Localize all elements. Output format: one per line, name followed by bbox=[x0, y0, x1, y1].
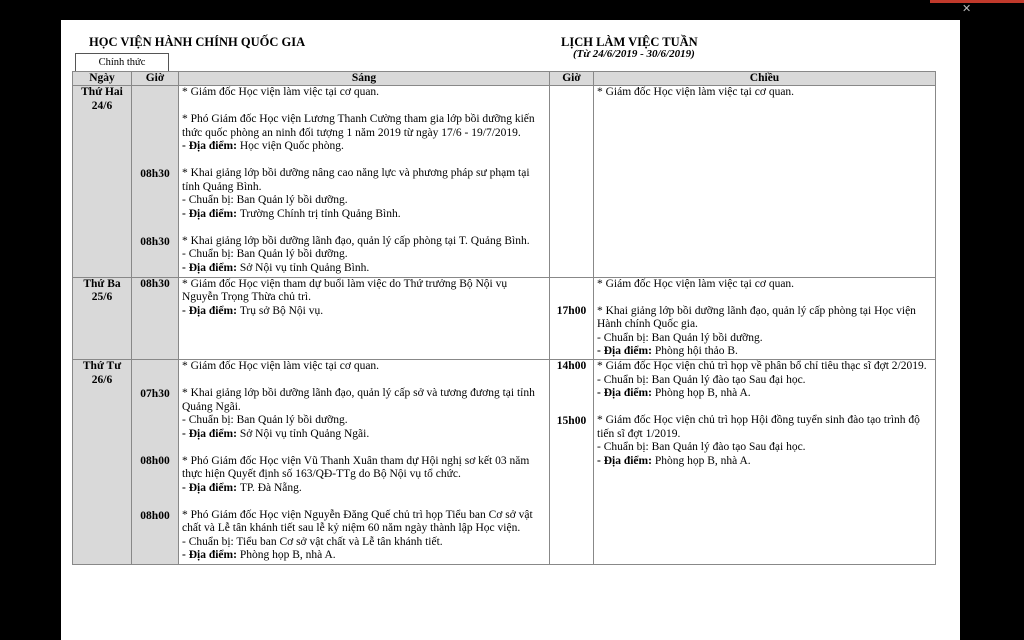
place-value: Học viện Quốc phòng. bbox=[239, 140, 344, 152]
event-text: * Giám đốc Học viện chủ trì họp Hội đồng tuyển sinh đào tạo trình độ tiến sĩ đợt 1/2019. bbox=[597, 414, 920, 440]
event-place bbox=[182, 428, 546, 442]
event-place bbox=[182, 262, 546, 276]
event-prep bbox=[597, 441, 932, 455]
table-row bbox=[73, 360, 936, 565]
event-place bbox=[597, 387, 932, 401]
column-header-time: Giờ bbox=[132, 72, 179, 86]
spacer bbox=[182, 154, 546, 168]
place-label: - Địa điểm: bbox=[182, 427, 240, 440]
place-value: Sở Nội vụ tỉnh Quảng Bình. bbox=[239, 261, 370, 274]
prep-label: - Chuẩn bị: bbox=[597, 373, 652, 386]
spacer bbox=[182, 441, 546, 455]
place-value: Trường Chính trị tỉnh Quảng Bình. bbox=[239, 207, 401, 220]
event-time: 08h30 bbox=[140, 235, 170, 248]
event-text: * Giám đốc Học viện làm việc tại cơ quan. bbox=[597, 277, 795, 290]
spacer bbox=[135, 100, 175, 114]
place-label: - Địa điểm: bbox=[597, 387, 655, 399]
event-time: 14h00 bbox=[556, 360, 587, 372]
event-text: * Khai giảng lớp bồi dưỡng lãnh đạo, quản lý cấp phòng tại T. Quảng Bình. bbox=[182, 234, 530, 247]
spacer bbox=[135, 155, 175, 169]
event-text: * Phó Giám đốc Học viện Nguyễn Đăng Quế chủ trì họp Tiểu ban Cơ sở vật chất và Lễ tân khánh tiết sau lễ kỷ niệm 60 năm ngày thành lập Học viện. bbox=[182, 508, 533, 534]
prep-value: Ban Quản lý đào tạo Sau đại học. bbox=[651, 373, 806, 386]
morning-time-cell bbox=[132, 360, 179, 565]
event-item bbox=[182, 86, 546, 100]
event-item bbox=[182, 509, 546, 563]
organization-name: HỌC VIỆN HÀNH CHÍNH QUỐC GIA bbox=[89, 35, 306, 49]
event-time: 08h30 bbox=[140, 168, 170, 180]
place-value: Phòng họp B, nhà A. bbox=[654, 387, 751, 399]
spacer bbox=[182, 100, 546, 114]
event-prep bbox=[597, 332, 932, 346]
afternoon-time-cell bbox=[550, 277, 594, 360]
event-prep bbox=[597, 374, 932, 388]
prep-value: Ban Quản lý bồi dưỡng. bbox=[236, 248, 348, 260]
table-header-row bbox=[73, 72, 936, 86]
event-text: * Giám đốc Học viện tham dự buổi làm việc do Thứ trưởng Bộ Nội vụ Nguyễn Trọng Thừa chủ trì. bbox=[182, 277, 508, 303]
spacer bbox=[182, 221, 546, 235]
prep-value: Ban Quản lý bồi dưỡng. bbox=[651, 331, 763, 344]
event-item bbox=[597, 360, 932, 401]
day-date: 25/6 bbox=[91, 291, 113, 303]
place-value: TP. Đà Nẵng. bbox=[239, 481, 302, 494]
time-slot bbox=[135, 114, 175, 155]
spacer bbox=[597, 401, 932, 415]
prep-value: Ban Quản lý đào tạo Sau đại học. bbox=[651, 441, 806, 453]
spacer bbox=[135, 374, 175, 388]
place-label: - Địa điểm: bbox=[182, 481, 240, 494]
schedule-date-range: (Từ 24/6/2019 - 30/6/2019) bbox=[573, 48, 695, 60]
event-prep bbox=[182, 194, 546, 208]
window-top-bar bbox=[0, 0, 1024, 20]
prep-label: - Chuẩn bị: bbox=[182, 414, 237, 426]
time-slot bbox=[135, 510, 175, 564]
event-item bbox=[597, 86, 932, 100]
window-accent-strip bbox=[930, 0, 1024, 3]
document-page bbox=[61, 20, 960, 640]
day-cell bbox=[73, 86, 132, 278]
afternoon-content-cell bbox=[594, 360, 936, 565]
event-time: 08h00 bbox=[140, 455, 170, 467]
event-text: * Phó Giám đốc Học viện Lương Thanh Cường tham gia lớp bồi dưỡng kiến thức quốc phòng an ninh đối tượng 1 năm 2019 từ ngày 17/6 - 19/7/2019. bbox=[182, 113, 535, 139]
time-slot bbox=[135, 236, 175, 277]
afternoon-time-cell bbox=[550, 360, 594, 565]
prep-value: Ban Quản lý bồi dưỡng. bbox=[236, 194, 348, 206]
prep-value: Tiểu ban Cơ sở vật chất và Lễ tân khánh tiết. bbox=[236, 535, 443, 548]
time-slot bbox=[553, 278, 590, 292]
time-slot bbox=[135, 455, 175, 496]
morning-content-cell bbox=[179, 277, 550, 360]
day-cell bbox=[73, 277, 132, 360]
event-time: 15h00 bbox=[556, 414, 587, 427]
morning-content-cell bbox=[179, 86, 550, 278]
event-text: * Giám đốc Học viện làm việc tại cơ quan. bbox=[597, 86, 795, 98]
prep-label: - Chuẩn bị: bbox=[597, 331, 652, 344]
time-slot bbox=[553, 86, 590, 100]
event-time: 07h30 bbox=[140, 387, 170, 400]
event-item bbox=[182, 278, 546, 319]
time-slot bbox=[135, 168, 175, 222]
afternoon-content-cell bbox=[594, 86, 936, 278]
prep-label: - Chuẩn bị: bbox=[597, 441, 652, 453]
place-label: - Địa điểm: bbox=[182, 549, 240, 561]
morning-time-cell bbox=[132, 86, 179, 278]
event-time: 08h00 bbox=[140, 509, 170, 522]
event-place bbox=[182, 549, 546, 563]
spacer bbox=[135, 222, 175, 236]
column-header-morning: Sáng bbox=[179, 72, 550, 86]
place-value: Trụ sở Bộ Nội vụ. bbox=[239, 304, 324, 317]
place-value: Phòng họp B, nhà A. bbox=[239, 549, 336, 561]
weekly-schedule-table bbox=[72, 71, 936, 565]
place-label: - Địa điểm: bbox=[182, 207, 240, 220]
day-date: 24/6 bbox=[91, 99, 113, 112]
column-header-time-afternoon: Giờ bbox=[550, 72, 594, 86]
event-text: * Giám đốc Học viện làm việc tại cơ quan. bbox=[182, 360, 380, 372]
prep-label: - Chuẩn bị: bbox=[182, 248, 237, 260]
event-item bbox=[182, 455, 546, 496]
prep-label: - Chuẩn bị: bbox=[182, 194, 237, 206]
time-slot bbox=[553, 360, 590, 401]
event-time: 17h00 bbox=[556, 305, 587, 317]
spacer bbox=[182, 495, 546, 509]
event-text: * Khai giảng lớp bồi dưỡng lãnh đạo, quản lý cấp sở và tương đương tại tỉnh Quảng Ngãi. bbox=[182, 387, 535, 413]
spacer bbox=[597, 291, 932, 305]
afternoon-content-cell bbox=[594, 277, 936, 360]
event-text: * Phó Giám đốc Học viện Vũ Thanh Xuân tham dự Hội nghị sơ kết 03 năm thực hiện Quyết định số 163/QĐ-TTg do Bộ Nội vụ tổ chức. bbox=[182, 454, 530, 480]
day-name: Thứ Ba bbox=[83, 277, 121, 290]
time-slot bbox=[135, 278, 175, 319]
place-value: Phòng họp B, nhà A. bbox=[654, 454, 751, 467]
event-item bbox=[182, 235, 546, 276]
event-place bbox=[182, 305, 546, 319]
time-slot bbox=[135, 360, 175, 374]
event-place bbox=[182, 140, 546, 154]
event-item bbox=[597, 278, 932, 292]
time-slot bbox=[135, 388, 175, 442]
column-header-day: Ngày bbox=[73, 72, 132, 86]
time-slot bbox=[135, 86, 175, 100]
place-label: - Địa điểm: bbox=[182, 261, 240, 274]
event-place bbox=[597, 455, 932, 469]
day-name: Thứ Hai bbox=[81, 86, 123, 98]
event-place bbox=[182, 208, 546, 222]
day-date: 26/6 bbox=[91, 373, 113, 386]
morning-content-cell bbox=[179, 360, 550, 565]
event-text: * Khai giảng lớp bồi dưỡng nâng cao năng lực và phương pháp sư phạm tại tỉnh Quảng Bình. bbox=[182, 167, 530, 193]
prep-label: - Chuẩn bị: bbox=[182, 535, 237, 548]
official-status-box: Chính thức bbox=[75, 53, 169, 72]
place-label: - Địa điểm: bbox=[182, 140, 240, 152]
event-place bbox=[182, 482, 546, 496]
event-item bbox=[597, 305, 932, 359]
spacer bbox=[553, 292, 590, 306]
morning-time-cell bbox=[132, 277, 179, 360]
exit-fullscreen-icon[interactable]: ✕ bbox=[962, 2, 972, 15]
day-name: Thứ Tư bbox=[82, 360, 122, 372]
event-item bbox=[182, 360, 546, 374]
event-text: * Giám đốc Học viện chủ trì họp về phân bổ chỉ tiêu thạc sĩ đợt 2/2019. bbox=[597, 360, 927, 372]
place-label: - Địa điểm: bbox=[597, 345, 655, 357]
time-slot bbox=[553, 415, 590, 469]
event-time: 08h30 bbox=[140, 277, 170, 290]
place-label: - Địa điểm: bbox=[597, 454, 655, 467]
table-row bbox=[73, 277, 936, 360]
event-prep bbox=[182, 414, 546, 428]
spacer bbox=[135, 442, 175, 456]
event-place bbox=[597, 345, 932, 359]
event-item bbox=[597, 414, 932, 468]
event-text: * Khai giảng lớp bồi dưỡng lãnh đạo, quản lý cấp phòng tại Học viện Hành chính Quốc gia. bbox=[597, 304, 916, 330]
event-prep bbox=[182, 248, 546, 262]
prep-value: Ban Quản lý bồi dưỡng. bbox=[236, 414, 348, 426]
place-value: Sở Nội vụ tỉnh Quảng Ngãi. bbox=[239, 427, 370, 440]
place-label: - Địa điểm: bbox=[182, 304, 240, 317]
afternoon-time-cell bbox=[550, 86, 594, 278]
event-prep bbox=[182, 536, 546, 550]
schedule-title: LỊCH LÀM VIỆC TUẦN bbox=[561, 35, 698, 49]
spacer bbox=[182, 374, 546, 388]
event-item bbox=[182, 113, 546, 154]
event-item bbox=[182, 387, 546, 441]
place-value: Phòng hội thảo B. bbox=[654, 345, 738, 357]
day-cell bbox=[73, 360, 132, 565]
event-item bbox=[182, 167, 546, 221]
time-slot bbox=[553, 305, 590, 359]
spacer bbox=[135, 496, 175, 510]
spacer bbox=[553, 401, 590, 415]
table-row bbox=[73, 86, 936, 278]
column-header-afternoon: Chiều bbox=[594, 72, 936, 86]
event-text: * Giám đốc Học viện làm việc tại cơ quan. bbox=[182, 86, 380, 98]
